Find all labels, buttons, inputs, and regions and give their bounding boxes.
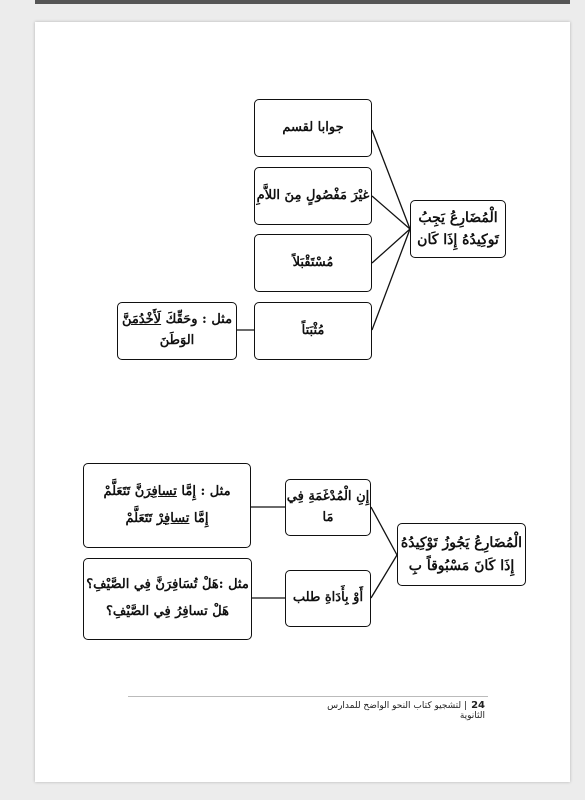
connector-line bbox=[372, 130, 410, 229]
footer-separator: | bbox=[464, 701, 468, 711]
diagram2-main-line2: إِذَا كَانَ مَسْبُوقاً بِ bbox=[408, 557, 515, 574]
example-line2: الوَطَنَ bbox=[159, 333, 195, 348]
connector-line bbox=[372, 229, 410, 263]
example-line1: مثل :هَلْ تُسَافِرَنَّ فِي الصَّيْفِ؟ bbox=[86, 577, 249, 593]
diagram2-main-box bbox=[397, 523, 526, 586]
condition-label: مُثْبَتاً bbox=[301, 322, 325, 338]
condition-label: جوابا لقسم bbox=[282, 119, 344, 135]
footer-text: لتشجيو كتاب النحو الواضح للمدارس الثانوية bbox=[327, 701, 485, 721]
example-line2 bbox=[126, 509, 209, 530]
example-line1 bbox=[103, 482, 230, 503]
example-prefix: إِمَّا bbox=[189, 510, 209, 526]
branch2-example-box bbox=[83, 558, 252, 640]
condition-label: مُسْتَقْبَلاً bbox=[292, 254, 334, 270]
branch1-example-box bbox=[83, 463, 251, 548]
condition-box-future bbox=[254, 234, 372, 292]
example-prefix: مثل : وحَقِّكَ bbox=[161, 312, 233, 328]
condition-box-oath bbox=[254, 99, 372, 157]
diagram1-main-line2: تَوكِيدُهُ إِذَا كَان bbox=[417, 232, 499, 248]
connector-line bbox=[371, 555, 397, 598]
example-line2: هَلْ تسافِرُ فِي الصَّيْفِ؟ bbox=[105, 604, 230, 619]
example-suffix: تَتَعَلَّمْ bbox=[103, 483, 135, 499]
example-line1 bbox=[122, 310, 232, 331]
branch-box-request bbox=[285, 570, 371, 627]
condition-box-affirmative bbox=[254, 302, 372, 360]
example-underlined-verb: تسافِرْ bbox=[156, 510, 190, 526]
condition-box-not-separated bbox=[254, 167, 372, 225]
diagram2-main-line1: الْمُضَارِعُ يَجُوزُ تَوْكِيدُهُ bbox=[400, 535, 523, 552]
example-underlined-verb: لَأَخْدُمَنَّ bbox=[121, 312, 162, 328]
connector-line bbox=[372, 229, 410, 330]
diagram1-main-line1: الْمُضَارِعُ يَجِبُ bbox=[418, 209, 498, 226]
page-number: 24 bbox=[471, 700, 485, 711]
branch-label: أَوْ بِأَدَاةِ طلب bbox=[292, 590, 364, 606]
example-suffix: تَتَعَلَّمْ bbox=[125, 510, 157, 526]
diagram1-example-box bbox=[117, 302, 237, 360]
condition-label: غيْرَ مَفْصُولٍ مِنَ اللاَّمِ bbox=[256, 187, 370, 203]
branch-label: إِنِ الْمُدْغَمَةِ فِي مَا bbox=[286, 488, 370, 525]
page-footer bbox=[325, 700, 485, 721]
branch-box-in-ma bbox=[285, 479, 371, 536]
example-underlined-verb: تسافِرَنَّ bbox=[134, 483, 177, 499]
diagram1-main-box bbox=[410, 200, 506, 258]
example-prefix: مثل : إِمَّا bbox=[176, 483, 231, 499]
footer-rule bbox=[128, 696, 488, 697]
connector-line bbox=[371, 507, 397, 555]
